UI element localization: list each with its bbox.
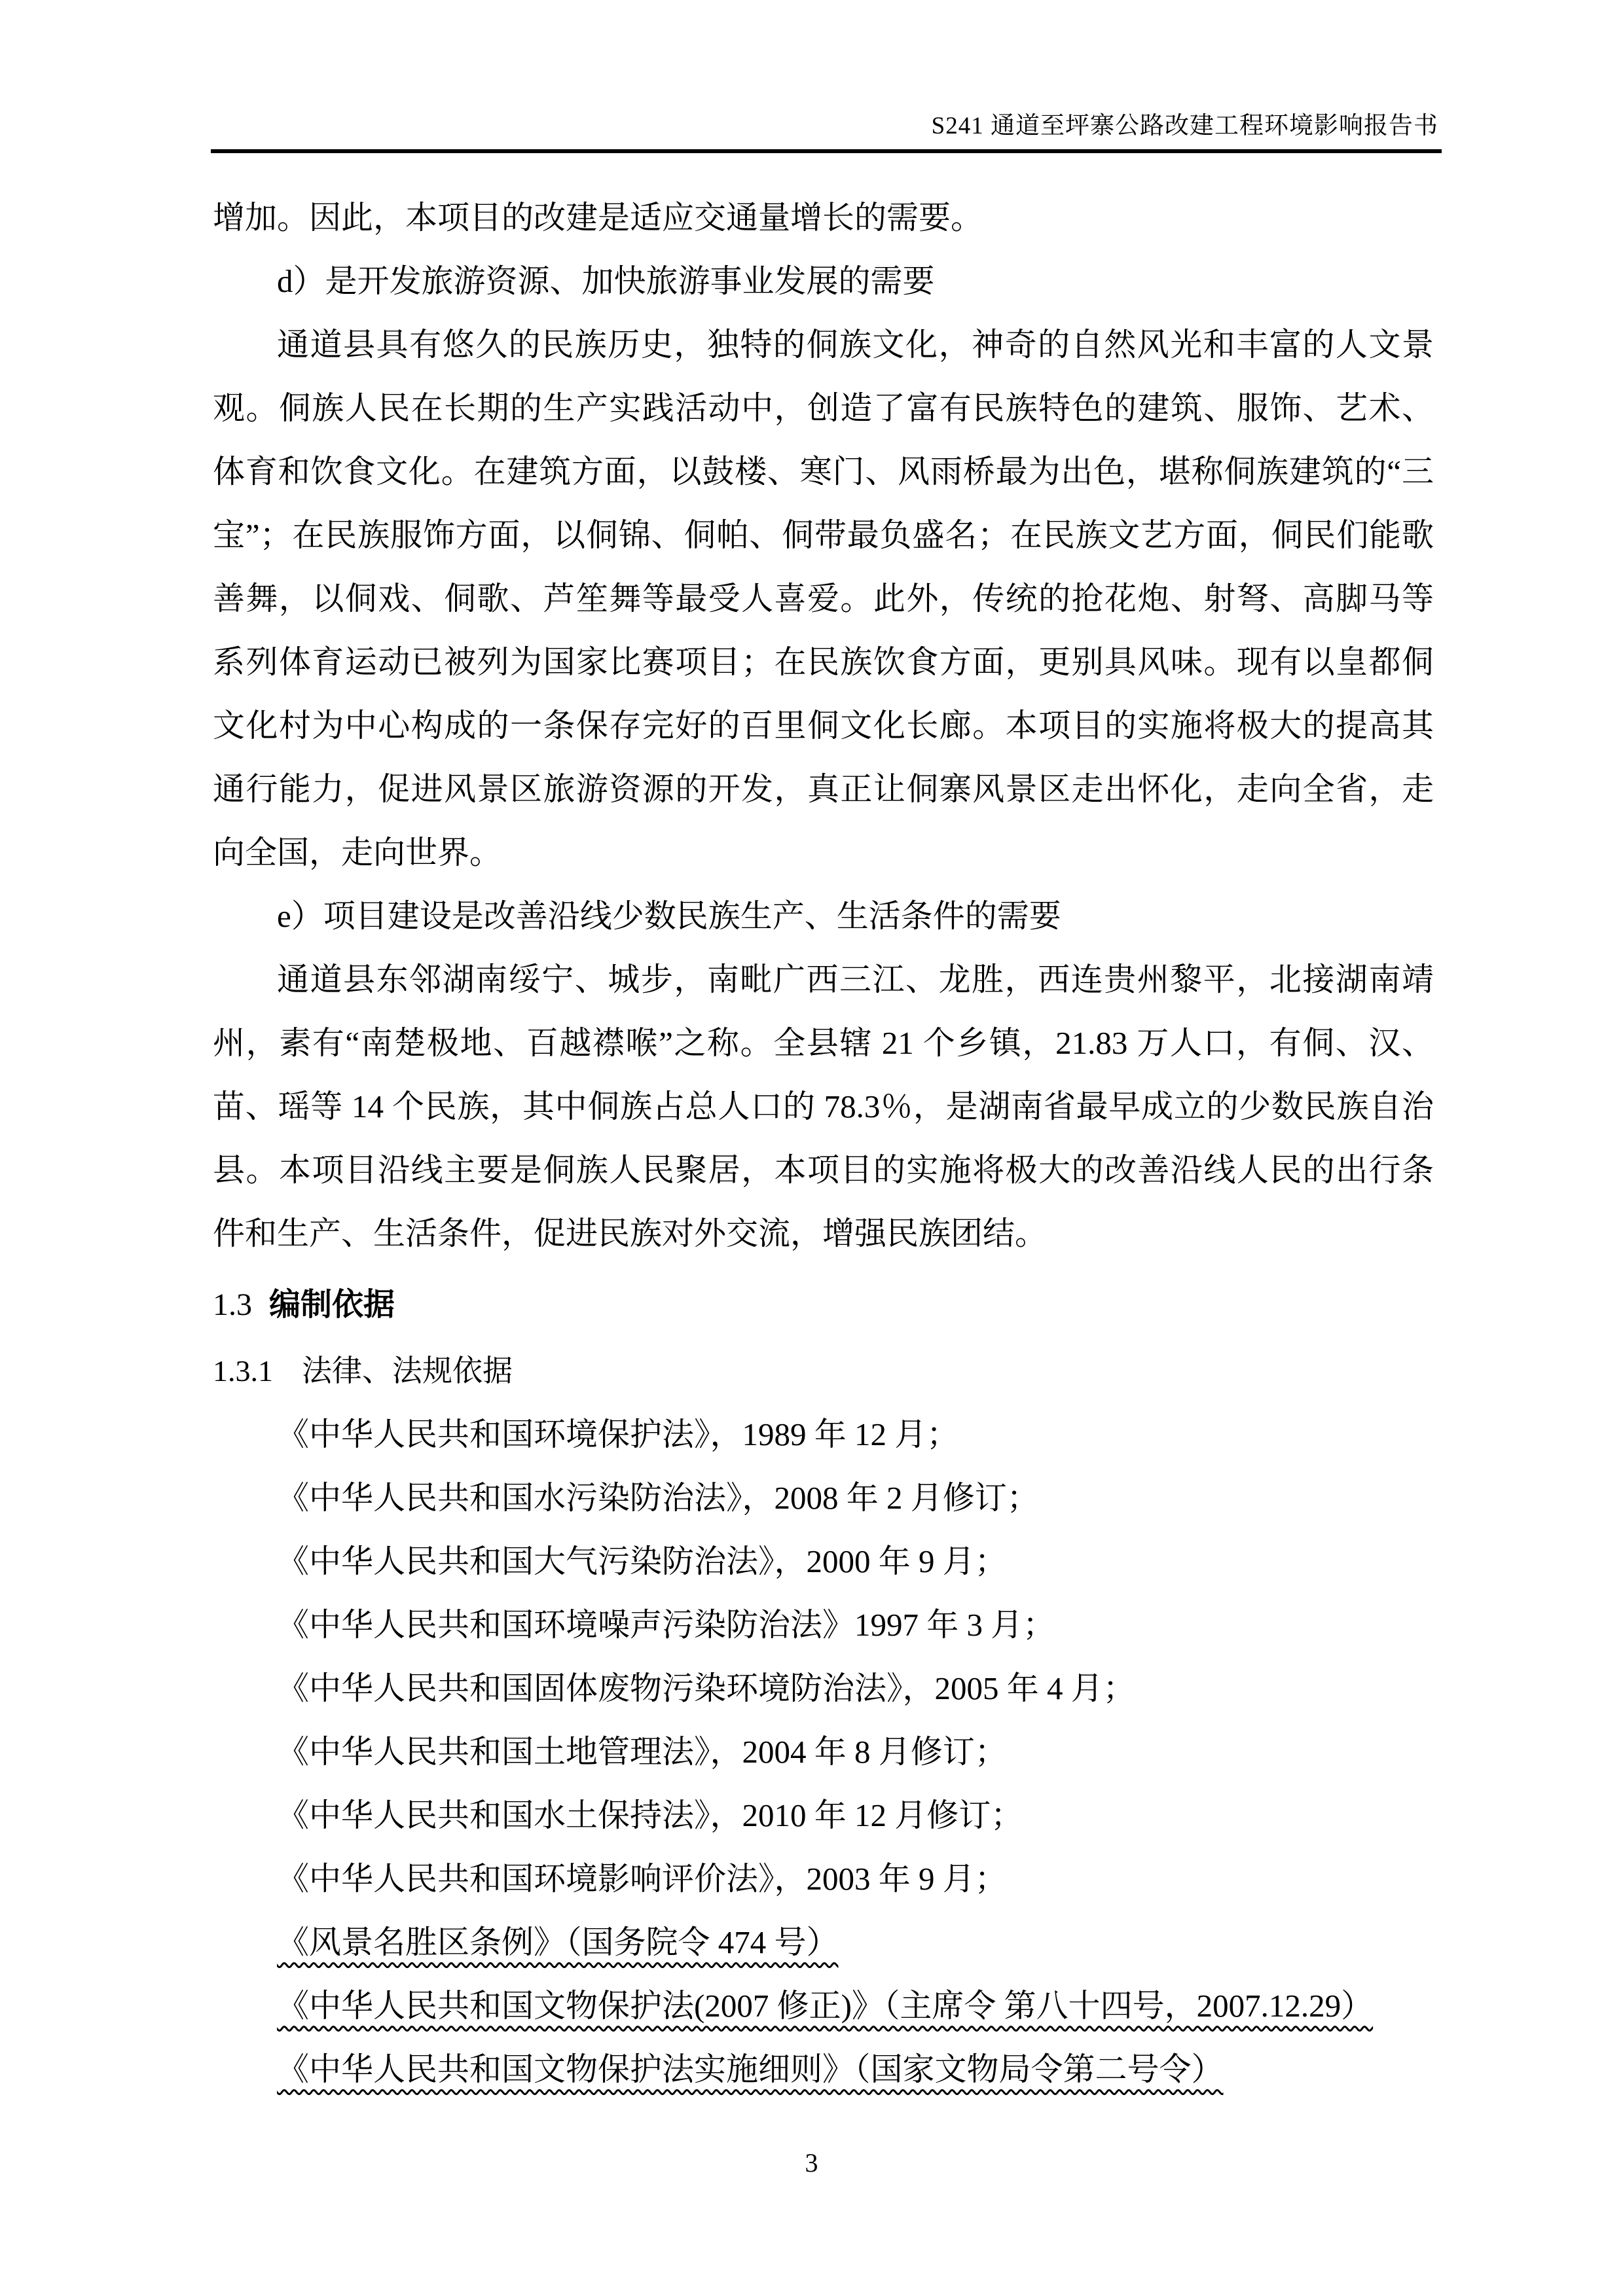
law-item: 《中华人民共和国环境保护法》，1989 年 12 月； bbox=[277, 1416, 959, 1452]
header-rule bbox=[211, 149, 1442, 153]
paragraph-line: 县。本项目沿线主要是侗族人民聚居，本项目的实施将极大的改善沿线人民的出行条 bbox=[213, 1152, 1434, 1188]
page-footer bbox=[0, 2148, 1623, 2178]
law-item: 《中华人民共和国固体废物污染环境防治法》，2005 年 4 月； bbox=[277, 1670, 1135, 1706]
law-item: 《风景名胜区条例》（国务院令 474 号） bbox=[277, 1924, 839, 1960]
law-item: 《中华人民共和国水土保持法》，2010 年 12 月修订； bbox=[277, 1797, 1023, 1833]
paragraph-line: 件和生产、生活条件，促进民族对外交流，增强民族团结。 bbox=[213, 1215, 1048, 1251]
law-item: 《中华人民共和国文物保护法(2007 修正)》（主席令 第八十四号，2007.12.29） bbox=[277, 1988, 1374, 2024]
section-heading-1-3 bbox=[213, 1273, 1434, 1336]
paragraph-line: 体育和饮食文化。在建筑方面，以鼓楼、寒门、风雨桥最为出色，堪称侗族建筑的“三 bbox=[213, 454, 1434, 490]
law-item: 《中华人民共和国文物保护法实施细则》（国家文物局令第二号令） bbox=[277, 2051, 1224, 2087]
paragraph-line: 系列体育运动已被列为国家比赛项目；在民族饮食方面，更别具风味。现有以皇都侗 bbox=[213, 644, 1434, 680]
paragraph-line: 通行能力，促进风景区旅游资源的开发，真正让侗寨风景区走出怀化，走向全省，走 bbox=[213, 771, 1434, 807]
law-item: 《中华人民共和国大气污染防治法》，2000 年 9 月； bbox=[277, 1543, 1007, 1579]
paragraph-line: 通道县具有悠久的民族历史，独特的侗族文化，神奇的自然风光和丰富的人文景 bbox=[277, 327, 1434, 363]
paragraph-line: 善舞，以侗戏、侗歌、芦笙舞等最受人喜爱。此外，传统的抢花炮、射弩、高脚马等 bbox=[213, 581, 1434, 617]
paragraph-line: 苗、瑶等 14 个民族，其中侗族占总人口的 78.3％，是湖南省最早成立的少数民族自治 bbox=[213, 1088, 1434, 1124]
law-item: 《中华人民共和国土地管理法》，2004 年 8 月修订； bbox=[277, 1734, 1007, 1770]
page-number: 3 bbox=[805, 2148, 818, 2178]
subsection-title: 法律、法规依据 bbox=[302, 1354, 513, 1388]
section-number: 1.3 bbox=[213, 1287, 252, 1322]
paragraph-line: 观。侗族人民在长期的生产实践活动中，创造了富有民族特色的建筑、服饰、艺术、 bbox=[213, 390, 1434, 426]
section-title: 编制依据 bbox=[269, 1287, 395, 1322]
law-item: 《中华人民共和国环境影响评价法》，2003 年 9 月； bbox=[277, 1861, 1007, 1897]
paragraph-line: 增加。因此，本项目的改建是适应交通量增长的需要。 bbox=[213, 200, 983, 236]
paragraph-line: 宝”；在民族服饰方面，以侗锦、侗帕、侗带最负盛名；在民族文艺方面，侗民们能歌 bbox=[213, 517, 1434, 553]
header-title: S241 通道至坪寨公路改建工程环境影响报告书 bbox=[931, 113, 1438, 139]
subitem-d-title: d）是开发旅游资源、加快旅游事业发展的需要 bbox=[277, 263, 935, 299]
law-item: 《中华人民共和国水污染防治法》，2008 年 2 月修订； bbox=[277, 1480, 1039, 1516]
subitem-e-title: e）项目建设是改善沿线少数民族生产、生活条件的需要 bbox=[277, 898, 1061, 934]
paragraph-line: 通道县东邻湖南绥宁、城步，南毗广西三江、龙胜，西连贵州黎平，北接湖南靖 bbox=[277, 961, 1434, 997]
subsection-number: 1.3.1 bbox=[213, 1354, 273, 1388]
subsection-heading-1-3-1 bbox=[213, 1339, 1434, 1403]
paragraph-line: 文化村为中心构成的一条保存完好的百里侗文化长廊。本项目的实施将极大的提高其 bbox=[213, 708, 1434, 744]
law-item: 《中华人民共和国环境噪声污染防治法》1997 年 3 月； bbox=[277, 1607, 1055, 1643]
page-body bbox=[213, 186, 1434, 2101]
paragraph-line: 州，素有“南楚极地、百越襟喉”之称。全县辖 21 个乡镇，21.83 万人口，有侗、汉、 bbox=[213, 1025, 1434, 1061]
paragraph-line: 向全国，走向世界。 bbox=[213, 834, 502, 870]
